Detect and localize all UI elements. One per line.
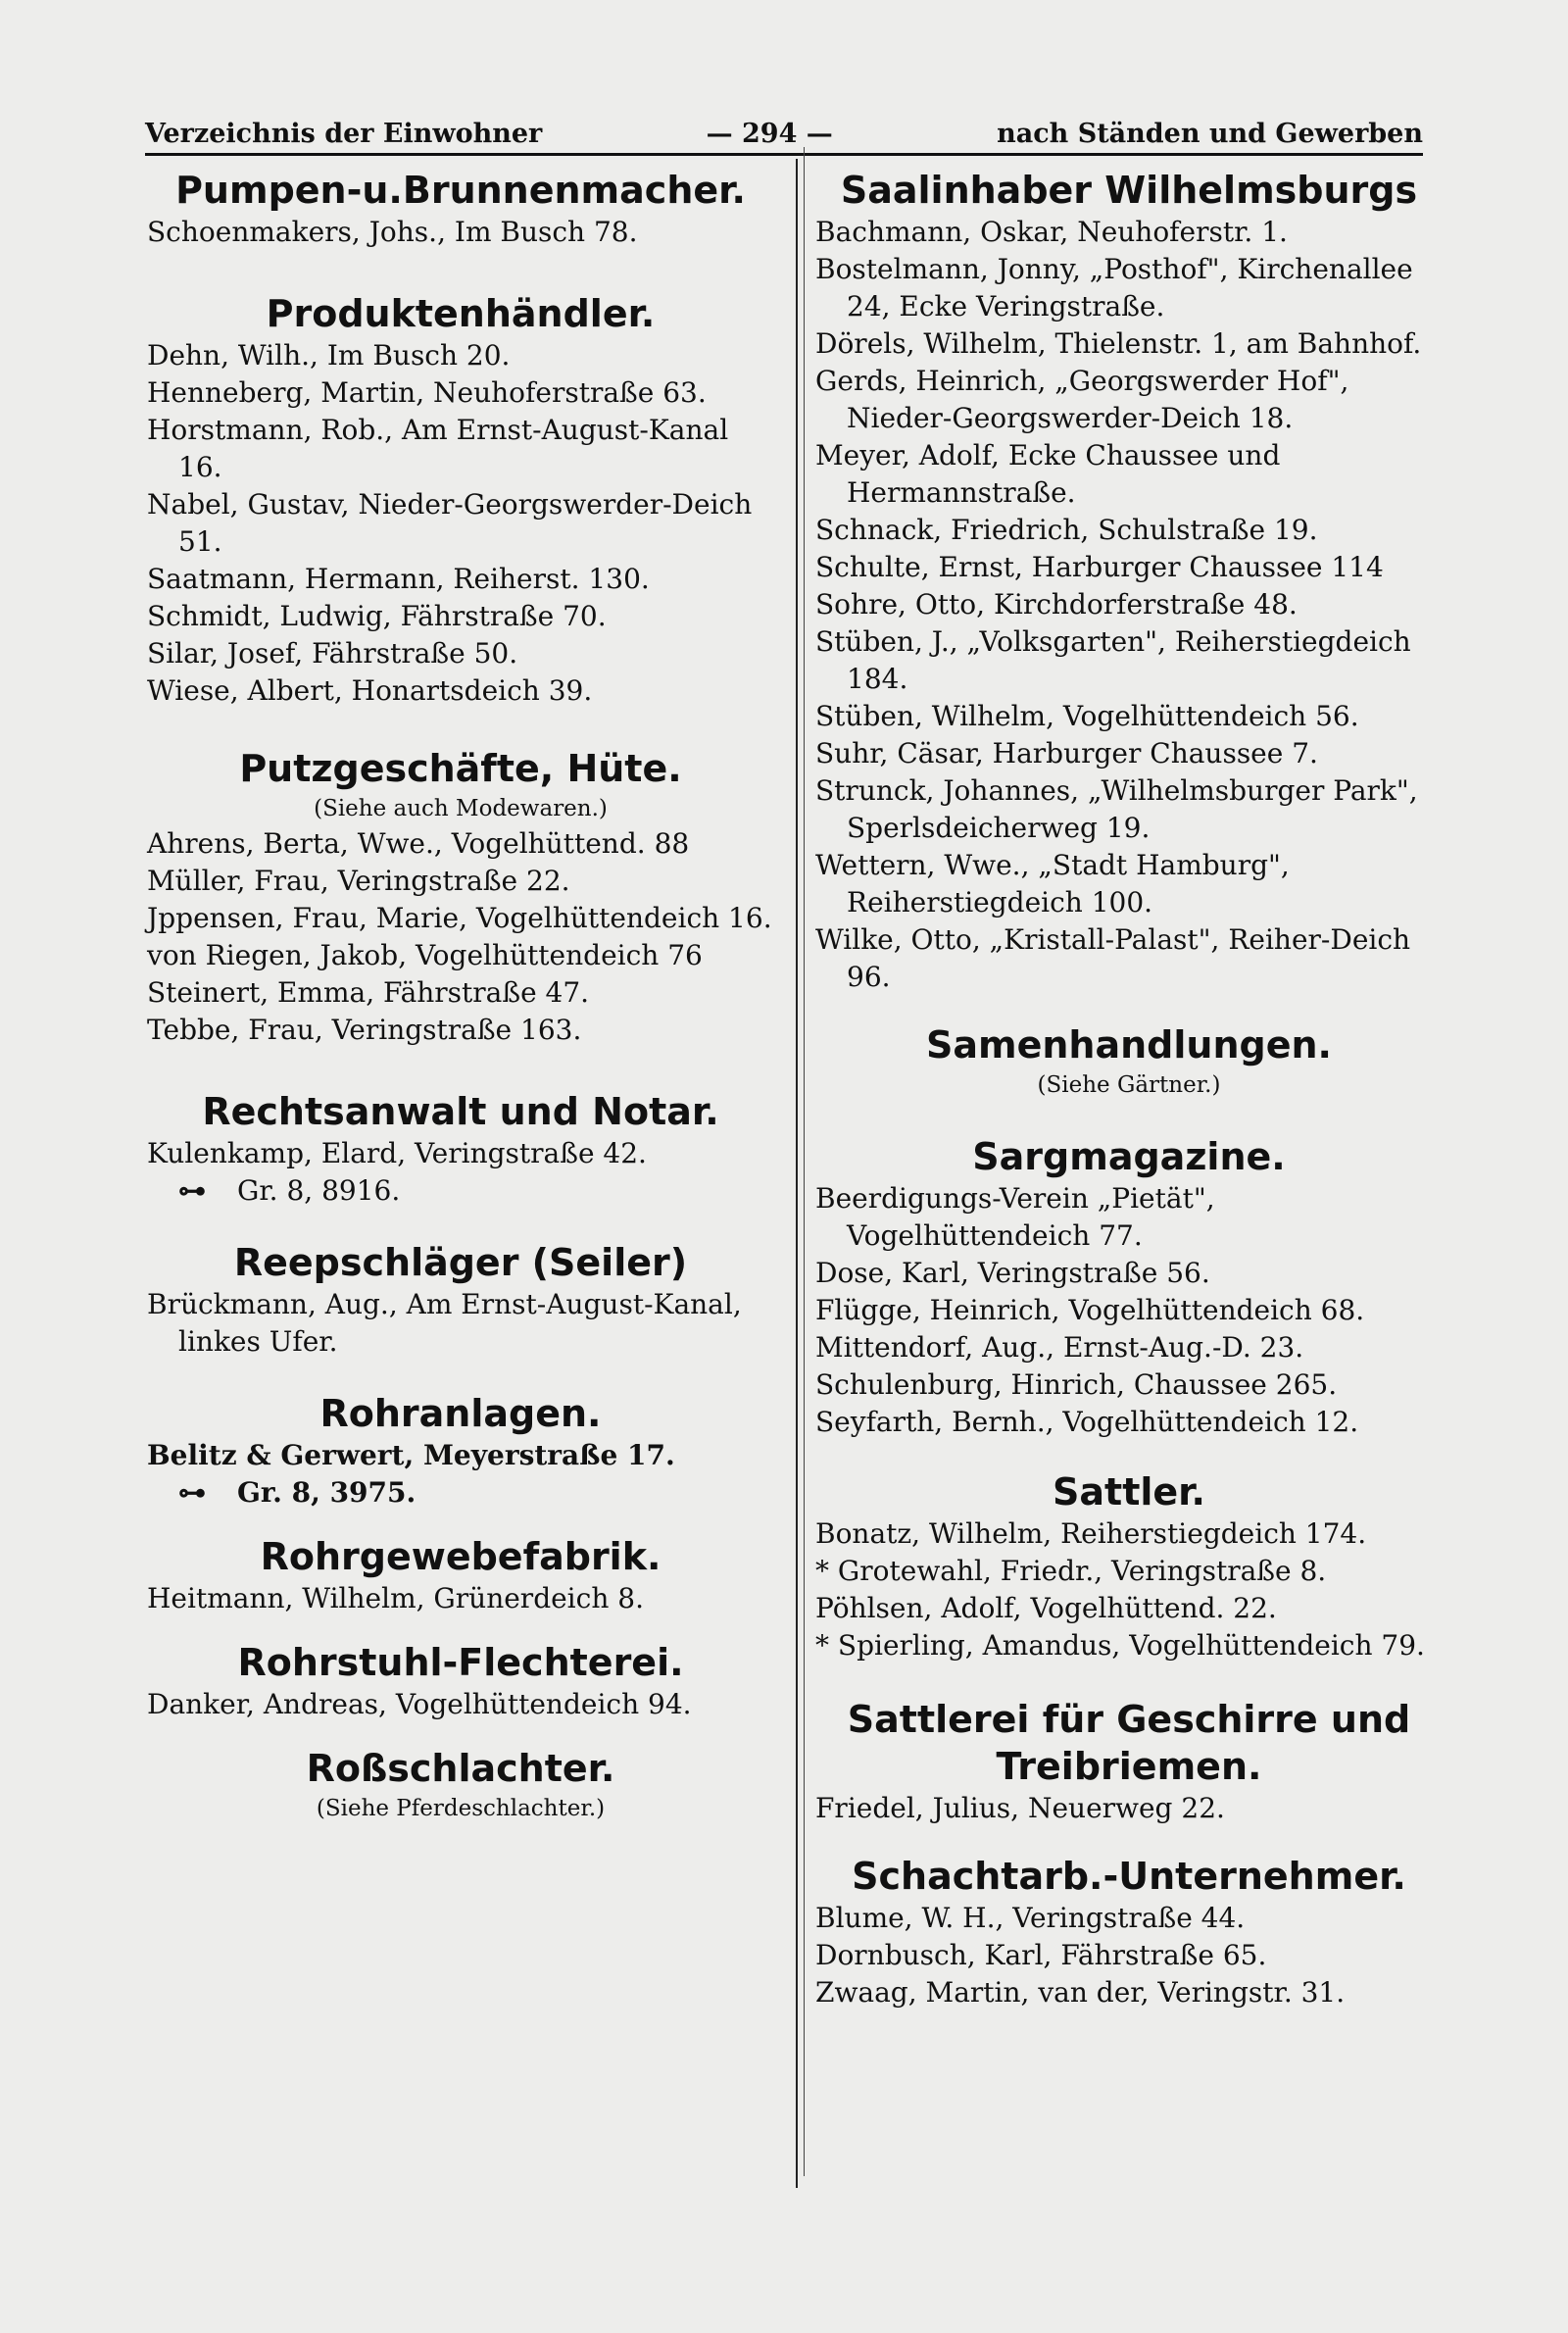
section-sattler [815, 1468, 1443, 1664]
telephone-icon: ⊶ [178, 1476, 206, 1509]
cross-reference-note: (Siehe Gärtner.) [1037, 1072, 1221, 1098]
phone-number: Gr. 8, 8916. [237, 1174, 401, 1207]
section-putzgeschaefte [147, 745, 774, 1049]
section-heading: Putzgeschäfte, Hüte. [239, 747, 682, 790]
column-divider [796, 159, 798, 2188]
entry: Blume, W. H., Veringstraße 44. [815, 1902, 1246, 1934]
entry: Dornbusch, Karl, Fährstraße 65. [815, 1939, 1267, 1971]
entry: Danker, Andreas, Vogelhüttendeich 94. [147, 1688, 692, 1720]
section-reepschlaeger [147, 1239, 774, 1361]
spacer [147, 1512, 774, 1533]
entry: Bostelmann, Jonny, „Posthof", Kirchenallee 24, Ecke Veringstraße. [815, 253, 1413, 323]
left-column [147, 167, 774, 1825]
column-divider-inner [804, 147, 805, 2176]
entry: Dose, Karl, Veringstraße 56. [815, 1257, 1210, 1289]
entry: Heitmann, Wilhelm, Grünerdeich 8. [147, 1582, 644, 1614]
entry: Wilke, Otto, „Kristall-Palast", Reiher-Deich 96. [815, 923, 1411, 993]
spacer [815, 1441, 1443, 1468]
section-heading: Pumpen-u.Brunnenmacher. [175, 169, 746, 212]
entry: Dörels, Wilhelm, Thielenstr. 1, am Bahnhof. [815, 327, 1422, 360]
phone-line [147, 1172, 774, 1210]
spacer [815, 996, 1443, 1021]
entry: Steinert, Emma, Fährstraße 47. [147, 976, 590, 1009]
entry: Brückmann, Aug., Am Ernst-August-Kanal, linkes Ufer. [147, 1288, 742, 1358]
page-number: — 294 — [706, 119, 833, 149]
telephone-icon: ⊶ [178, 1174, 206, 1207]
entry: Saatmann, Hermann, Reiherst. 130. [147, 563, 650, 595]
entry: Wettern, Wwe., „Stadt Hamburg", Reiherstiegdeich 100. [815, 849, 1290, 918]
section-heading: Rohrgewebefabrik. [260, 1535, 662, 1578]
spacer [147, 1617, 774, 1639]
section-heading: Schachtarb.-Unternehmer. [852, 1855, 1406, 1898]
section-produktenhaendler [147, 290, 774, 710]
section-schachtarbeiten [815, 1853, 1443, 2011]
entry: Beerdigungs-Verein „Pietät", Vogelhüttendeich 77. [815, 1182, 1215, 1252]
cross-reference-note: (Siehe auch Modewaren.) [314, 796, 608, 821]
section-heading: Produktenhändler. [266, 292, 656, 335]
phone-number: Gr. 8, 3975. [237, 1476, 416, 1509]
section-rohranlagen [147, 1390, 774, 1512]
spacer [815, 1102, 1443, 1133]
entry: Stüben, J., „Volksgarten", Reiherstiegdeich 184. [815, 625, 1411, 695]
entry: Seyfarth, Bernh., Vogelhüttendeich 12. [815, 1406, 1359, 1438]
section-heading: Rohrstuhl-Flechterei. [237, 1641, 684, 1684]
section-heading: Sattlerei für Geschirre und Treibriemen. [847, 1698, 1411, 1788]
spacer [147, 710, 774, 745]
entry: Jppensen, Frau, Marie, Vogelhüttendeich 16. [147, 902, 772, 934]
section-heading: Reepschläger (Seiler) [233, 1241, 688, 1284]
section-rohrgewebefabrik [147, 1533, 774, 1617]
entry: Wiese, Albert, Honartsdeich 39. [147, 674, 593, 707]
section-heading: Roßschlachter. [306, 1747, 615, 1790]
entry: Müller, Frau, Veringstraße 22. [147, 865, 570, 897]
right-column [815, 167, 1443, 2011]
entry: Henneberg, Martin, Neuhoferstraße 63. [147, 376, 707, 409]
entry: Bachmann, Oskar, Neuhoferstr. 1. [815, 216, 1288, 248]
entry: Mittendorf, Aug., Ernst-Aug.-D. 23. [815, 1331, 1304, 1364]
entry: Strunck, Johannes, „Wilhelmsburger Park", Sperlsdeicherweg 19. [815, 774, 1418, 844]
entry: * Grotewahl, Friedr., Veringstraße 8. [815, 1555, 1327, 1587]
entry: * Spierling, Amandus, Vogelhüttendeich 79. [815, 1629, 1425, 1662]
section-rossschlachter [147, 1745, 774, 1825]
section-heading: Sattler. [1053, 1470, 1205, 1514]
entry: von Riegen, Jakob, Vogelhüttendeich 76 [147, 939, 703, 971]
section-samenhandlungen [815, 1021, 1443, 1102]
entry: Schnack, Friedrich, Schulstraße 19. [815, 514, 1318, 546]
entry: Zwaag, Martin, van der, Veringstr. 31. [815, 1976, 1346, 2009]
entry: Dehn, Wilh., Im Busch 20. [147, 339, 511, 372]
section-heading: Sargmagazine. [972, 1135, 1286, 1178]
entry: Schoenmakers, Johs., Im Busch 78. [147, 216, 638, 248]
entry: Friedel, Julius, Neuerweg 22. [815, 1792, 1225, 1824]
entry: Gerds, Heinrich, „Georgswerder Hof", Nieder-Georgswerder-Deich 18. [815, 365, 1349, 434]
running-head-right: nach Ständen und Gewerben [997, 119, 1423, 149]
spacer [147, 1361, 774, 1390]
entry: Schmidt, Ludwig, Fährstraße 70. [147, 600, 607, 632]
cross-reference-note: (Siehe Pferdeschlachter.) [316, 1796, 606, 1821]
spacer [147, 1723, 774, 1745]
entry: Flügge, Heinrich, Vogelhüttendeich 68. [815, 1294, 1365, 1326]
entry: Schulte, Ernst, Harburger Chaussee 114 [815, 551, 1384, 583]
phone-line [147, 1474, 774, 1512]
entry: Schulenburg, Hinrich, Chaussee 265. [815, 1368, 1338, 1401]
running-head [145, 106, 1423, 149]
spacer [815, 1827, 1443, 1853]
entry: Stüben, Wilhelm, Vogelhüttendeich 56. [815, 700, 1359, 732]
section-rechtsanwalt [147, 1088, 774, 1210]
entry: Suhr, Cäsar, Harburger Chaussee 7. [815, 737, 1318, 769]
header-rule [145, 153, 1423, 156]
section-saalinhaber [815, 167, 1443, 996]
entry: Nabel, Gustav, Nieder-Georgswerder-Deich 51. [147, 488, 753, 558]
entry: Ahrens, Berta, Wwe., Vogelhüttend. 88 [147, 827, 690, 860]
spacer [147, 1049, 774, 1088]
section-sattlerei [815, 1696, 1443, 1827]
entry: Bonatz, Wilhelm, Reiherstiegdeich 174. [815, 1517, 1367, 1550]
entry: Tebbe, Frau, Veringstraße 163. [147, 1014, 582, 1046]
entry: Belitz & Gerwert, Meyerstraße 17. [147, 1439, 675, 1471]
entry: Horstmann, Rob., Am Ernst-August-Kanal 16. [147, 414, 729, 483]
running-head-left: Verzeichnis der Einwohner [145, 119, 543, 149]
section-rohrstuhl [147, 1639, 774, 1723]
section-sargmagazine [815, 1133, 1443, 1441]
entry: Silar, Josef, Fährstraße 50. [147, 637, 518, 670]
section-heading: Samenhandlungen. [926, 1023, 1332, 1067]
spacer [815, 1664, 1443, 1696]
entry: Meyer, Adolf, Ecke Chaussee und Hermannstraße. [815, 439, 1281, 509]
entry: Sohre, Otto, Kirchdorferstraße 48. [815, 588, 1298, 620]
section-pumpen [147, 167, 774, 251]
section-heading: Rechtsanwalt und Notar. [202, 1090, 719, 1133]
section-heading: Rohranlagen. [319, 1392, 602, 1435]
spacer [147, 1210, 774, 1239]
spacer [147, 251, 774, 290]
section-heading: Saalinhaber Wilhelmsburgs [840, 169, 1418, 212]
entry: Pöhlsen, Adolf, Vogelhüttend. 22. [815, 1592, 1277, 1624]
entry: Kulenkamp, Elard, Veringstraße 42. [147, 1137, 647, 1169]
